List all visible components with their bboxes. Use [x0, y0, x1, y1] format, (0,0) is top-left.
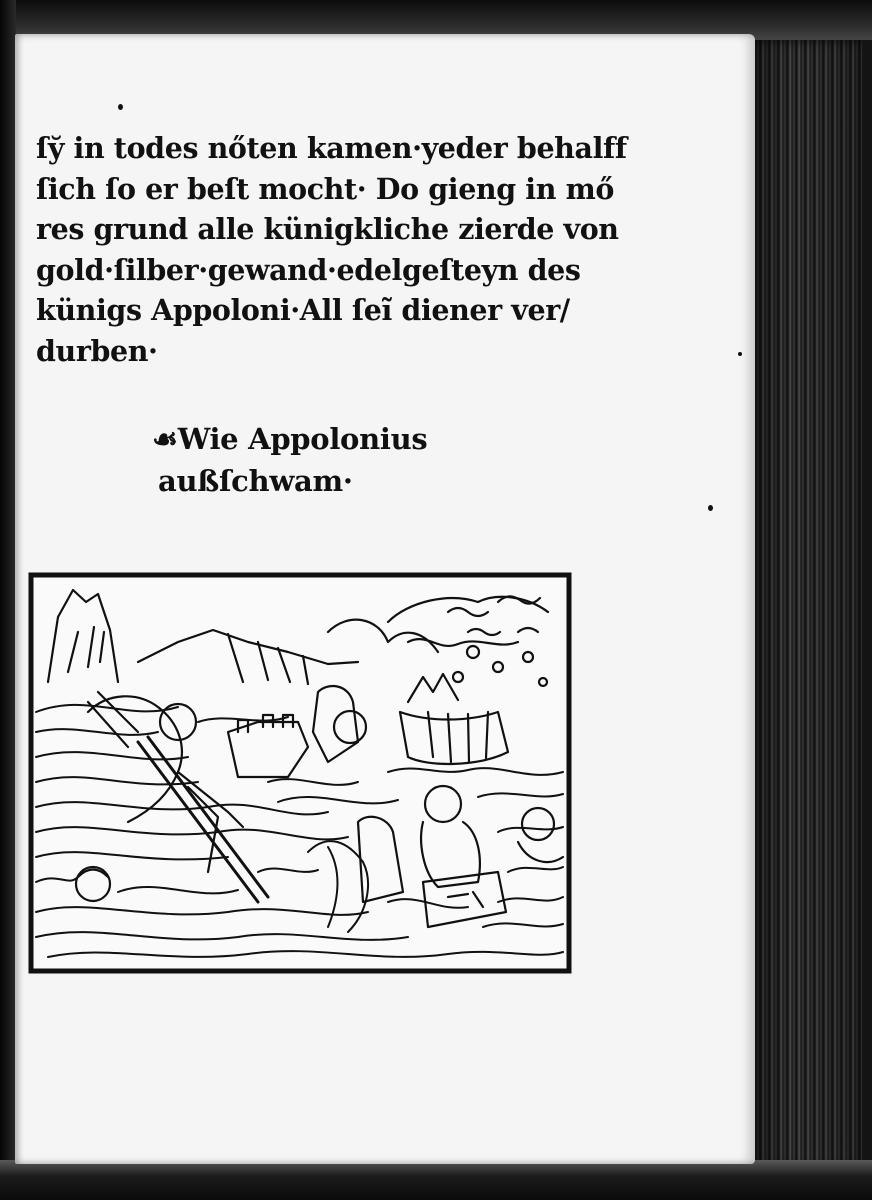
text-line: ſy̆ in todes nőten kamen·yeder behalff	[36, 131, 627, 165]
text-line: gold·ſilber·gewand·edelgeſteyn des	[36, 252, 581, 287]
left-edge	[0, 0, 16, 1200]
heading-line-2: außſchwam·	[158, 464, 353, 498]
text-line: künigs Appoloni·All ſeĩ diener ver/	[36, 293, 570, 327]
pilcrow-icon: ☙	[152, 422, 178, 456]
chapter-heading	[152, 418, 472, 502]
text-line: durben·	[36, 333, 158, 368]
heading-line-1	[152, 418, 472, 460]
heading-text-1: Wie Appolonius	[177, 422, 428, 456]
bottom-edge	[0, 1160, 872, 1200]
text-line: res grund alle künigkliche zierde von	[36, 212, 619, 246]
text-line: ſich ſo er beſt mocht· Do gieng in mő	[36, 171, 614, 206]
ink-speck	[708, 505, 713, 511]
page-stack-shade	[742, 40, 872, 1170]
ink-speck	[738, 352, 742, 356]
ink-speck	[118, 104, 123, 110]
woodcut-illustration	[28, 572, 572, 974]
body-text	[36, 128, 627, 371]
